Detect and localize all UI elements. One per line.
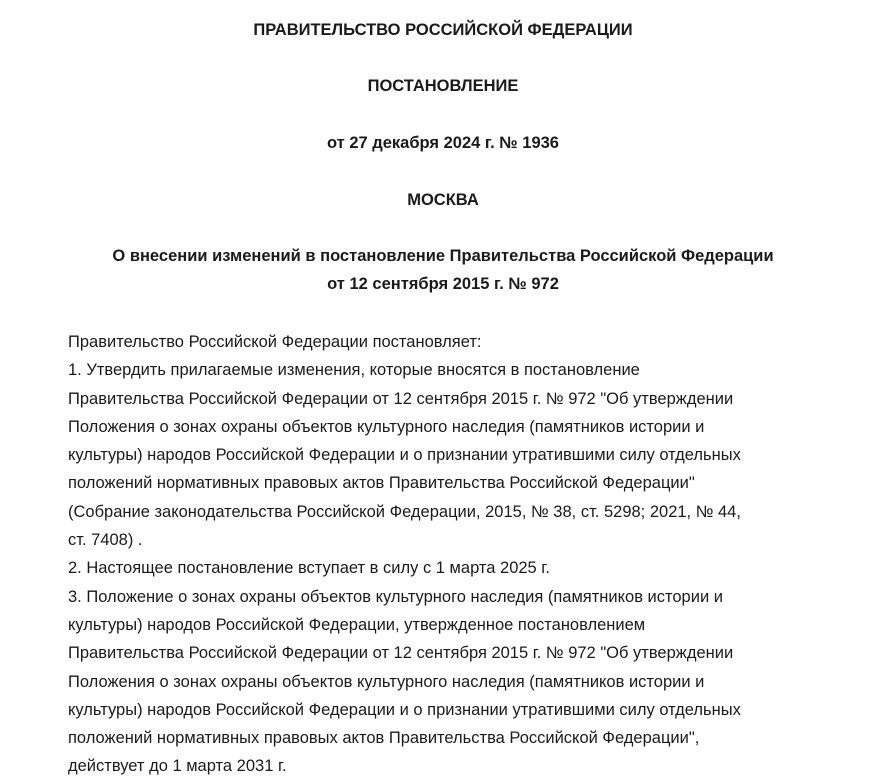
text-line: культуры) народов Российской Федерации, утвержденное постановлением	[68, 615, 646, 634]
text-line: положений нормативных правовых актов Правительства Российской Федерации",	[68, 729, 700, 748]
text-line: 1. Утвердить прилагаемые изменения, которые вносятся в постановление	[68, 361, 640, 380]
document-body	[68, 328, 813, 781]
issuing-authority: ПРАВИТЕЛЬСТВО РОССИЙСКОЙ ФЕДЕРАЦИИ	[253, 21, 633, 39]
document-type: ПОСТАНОВЛЕНИЕ	[367, 77, 519, 95]
text-line: 2. Настоящее постановление вступает в силу с 1 марта 2025 г.	[68, 559, 550, 578]
paragraph-2	[68, 554, 813, 582]
intro-paragraph: Правительство Российской Федерации постановляет:	[68, 333, 482, 351]
text-line: Правительства Российской Федерации от 12 сентября 2015 г. № 972 "Об утверждении	[68, 389, 734, 408]
document-city: МОСКВА	[407, 191, 479, 209]
text-line: Правительства Российской Федерации от 12 сентября 2015 г. № 972 "Об утверждении	[68, 644, 734, 663]
paragraph-1	[68, 356, 813, 554]
document-title	[0, 242, 886, 298]
text-line: ст. 7408) .	[68, 531, 143, 550]
text-line: Положения о зонах охраны объектов культурного наследия (памятников истории и	[68, 672, 705, 691]
text-line: действует до 1 марта 2031 г.	[68, 757, 287, 776]
text-line: Положения о зонах охраны объектов культурного наследия (памятников истории и	[68, 417, 705, 436]
document-title-line: от 12 сентября 2015 г. № 972	[327, 275, 559, 293]
text-line: культуры) народов Российской Федерации и о признании утратившими силу отдельных	[68, 700, 741, 719]
text-line: (Собрание законодательства Российской Федерации, 2015, № 38, ст. 5298; 2021, № 44,	[68, 502, 741, 521]
document-title-line: О внесении изменений в постановление Правительства Российской Федерации	[112, 247, 774, 265]
text-line: положений нормативных правовых актов Правительства Российской Федерации"	[68, 474, 695, 493]
text-line: культуры) народов Российской Федерации и о признании утратившими силу отдельных	[68, 446, 741, 465]
text-line: 3. Положение о зонах охраны объектов культурного наследия (памятников истории и	[68, 587, 723, 606]
paragraph-3	[68, 583, 813, 781]
document-date-number: от 27 декабря 2024 г. № 1936	[327, 134, 559, 152]
